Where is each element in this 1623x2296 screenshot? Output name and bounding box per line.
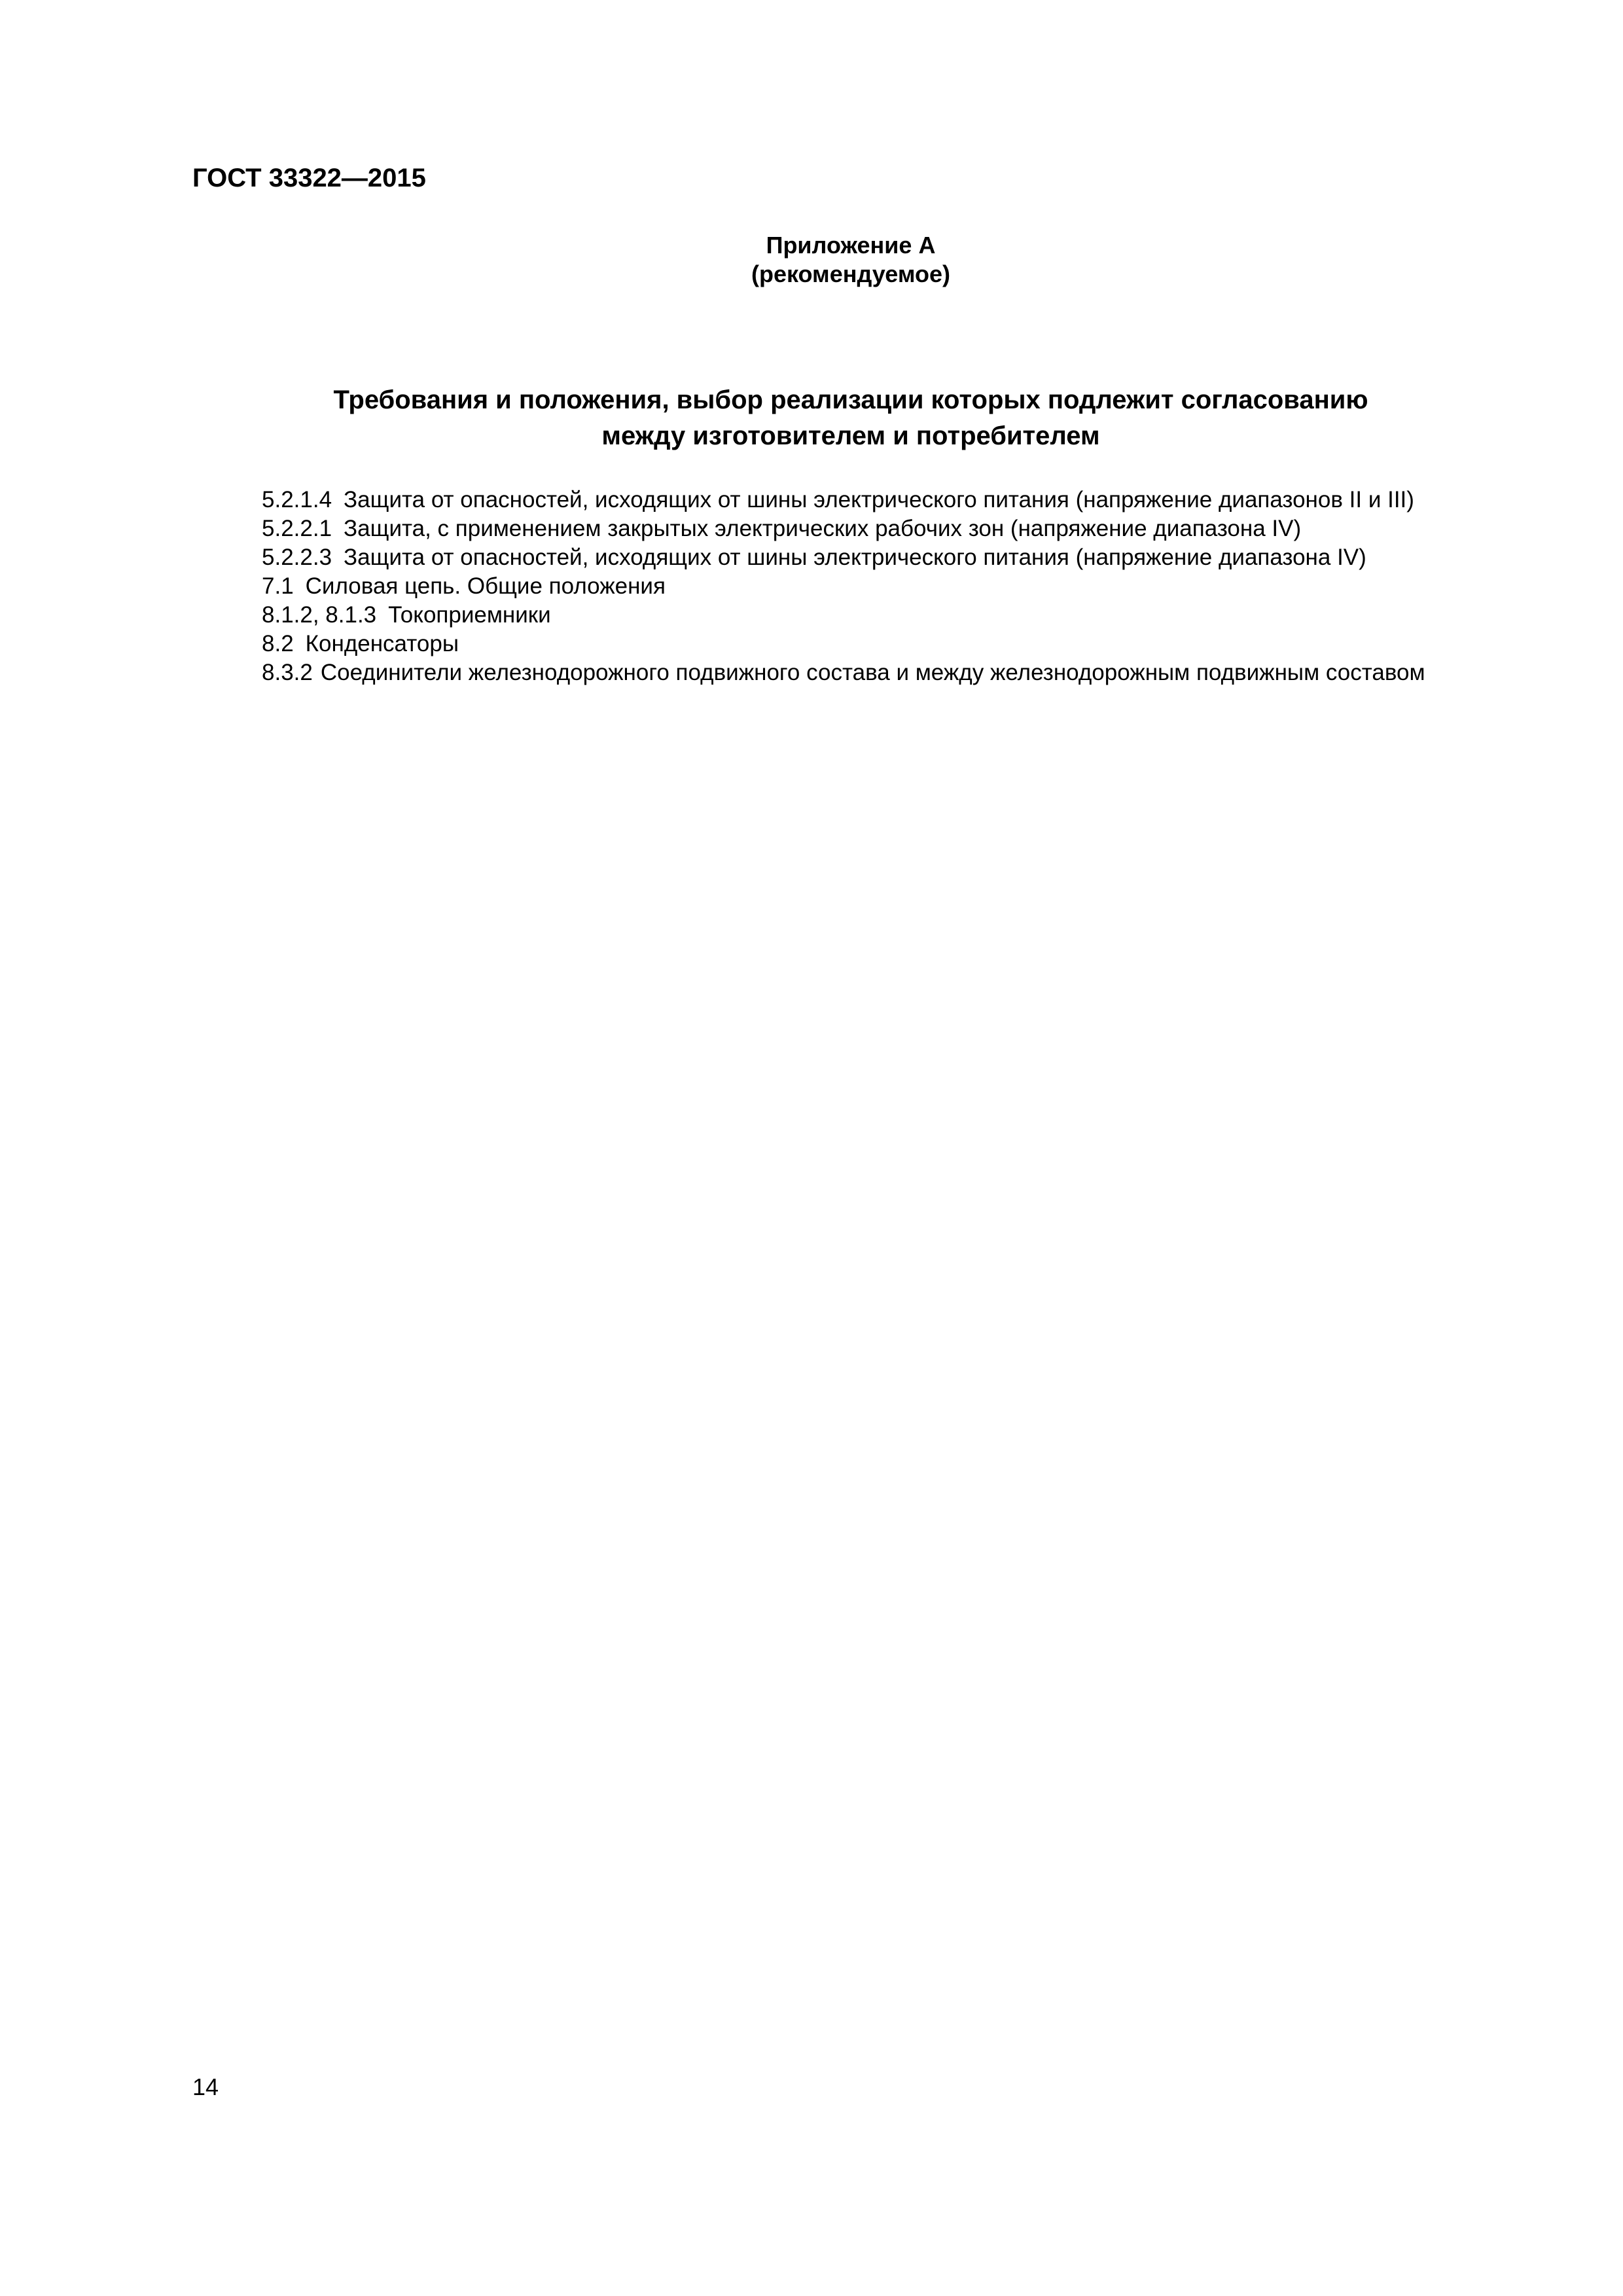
section-title-line-2: между изготовителем и потребителем [601,422,1100,450]
list-item-number: 5.2.1.4 [262,487,332,512]
list-item [192,658,1505,687]
list-item [262,486,1414,514]
list-item-text: Конденсаторы [305,631,459,656]
list-item-text: Защита от опасностей, исходящих от шины электрического питания (напряжение диапазонов II и III) [344,487,1414,512]
list-item [262,543,1366,572]
list-item-number: 8.1.2, 8.1.3 [262,602,377,628]
list-item [262,572,666,601]
list-item [262,601,551,630]
list-item-number: 8.2 [262,631,294,656]
list-item-text: Силовая цепь. Общие положения [305,573,666,599]
list-item-number: 8.3.2 [262,660,313,685]
list-item [262,514,1301,543]
annex-status: (рекомендуемое) [751,260,950,287]
list-item-text: Защита, с применением закрытых электрических рабочих зон (напряжение диапазона IV) [344,516,1302,541]
document-header-code: ГОСТ 33322—2015 [192,164,426,192]
list-item-text: Соединители железнодорожного подвижного состава и между железнодорожным подвижным составом [320,660,1425,685]
list-item-number: 5.2.2.1 [262,516,332,541]
list-item-text: Токоприемники [388,602,551,628]
list-item [262,630,459,658]
list-item-number: 5.2.2.3 [262,545,332,570]
annex-title: Приложение А [766,232,936,259]
page-number: 14 [192,2073,219,2100]
list-item-number: 7.1 [262,573,294,599]
list-item-text: Защита от опасностей, исходящих от шины электрического питания (напряжение диапазона IV) [344,545,1366,570]
section-title-line-1: Требования и положения, выбор реализации которых подлежит согласованию [333,386,1368,414]
